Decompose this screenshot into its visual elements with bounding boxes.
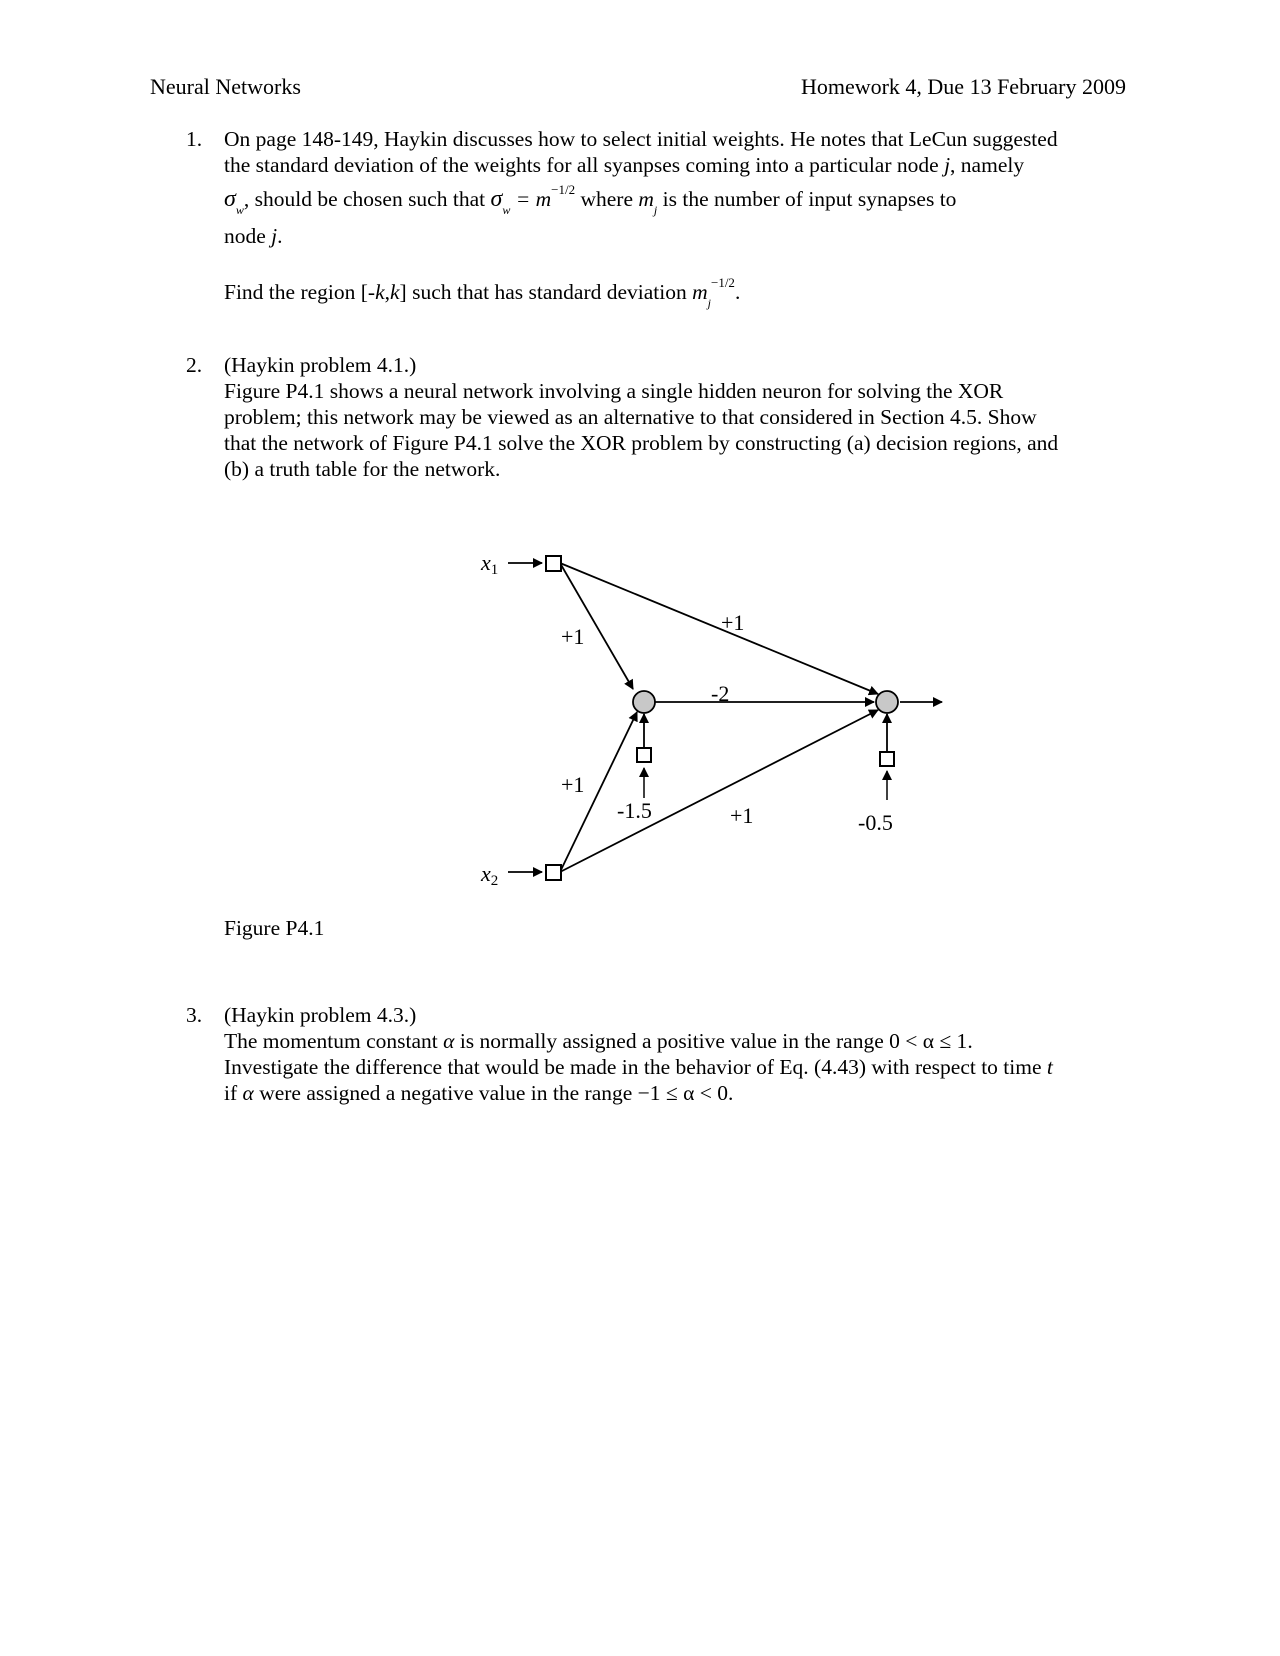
problem-number: 2.: [186, 353, 203, 377]
problem-2-line-3: that the network of Figure P4.1 solve the XOR problem by constructing (a) decision regions, and: [224, 431, 1059, 455]
x1-input-node: [546, 556, 561, 571]
hidden-neuron: [633, 691, 655, 713]
weight-x2-hidden: +1: [561, 772, 585, 797]
problem-3-title: (Haykin problem 4.3.): [224, 1003, 417, 1027]
weight-x2-output: +1: [730, 803, 754, 828]
problem-1-line-1: On page 148-149, Haykin discusses how to select initial weights. He notes that LeCun suggested: [224, 127, 1058, 151]
problem-2-title: (Haykin problem 4.1.): [224, 353, 417, 377]
problem-1-question: Find the region [-k,k] such that has standard deviation $m_j^{-1/2}$.: [224, 275, 741, 310]
problem-3-line-2: Investigate the difference that would be made in the behavior of Eq. (4.43) with respect to time t: [224, 1055, 1053, 1079]
weight-x1-output: +1: [721, 610, 745, 635]
x1-label: x1: [481, 550, 499, 578]
edge-x2-output: [560, 710, 878, 872]
bias-hidden-value: -1.5: [617, 798, 652, 823]
bias-output-node: [880, 752, 894, 766]
problem-1-line-4: node j.: [224, 224, 283, 248]
problem-number: 3.: [186, 1003, 203, 1027]
problem-3-body: [224, 1002, 1124, 1106]
problem-2-line-4: (b) a truth table for the network.: [224, 457, 501, 481]
problem-1-line-3: $\sigma_w$, should be chosen such that $\sigma_w = m^{-1/2}$ where $m_j$ is the number of input synapses to: [224, 182, 957, 217]
course-title: Neural Networks: [150, 74, 301, 99]
problem-1-line-2: the standard deviation of the weights for all syanpses coming into a particular node j, namely: [224, 153, 1025, 177]
problem-3-line-1: The momentum constant α is normally assigned a positive value in the range 0 < α ≤ 1.: [224, 1029, 973, 1053]
x2-input-node: [546, 865, 561, 880]
problem-2-line-2: problem; this network may be viewed as an alternative to that considered in Section 4.5. Show: [224, 405, 1037, 429]
weight-x1-hidden: +1: [561, 624, 585, 649]
output-neuron: [876, 691, 898, 713]
problem-3: [186, 1002, 1116, 1112]
bias-output-value: -0.5: [858, 810, 893, 835]
problem-number: 1.: [186, 127, 203, 151]
figure-caption: Figure P4.1: [224, 916, 325, 940]
x2-label: x2: [481, 861, 499, 889]
assignment-title: Homework 4, Due 13 February 2009: [800, 74, 1126, 99]
problem-2-line-1: Figure P4.1 shows a neural network involving a single hidden neuron for solving the XOR: [224, 379, 1004, 403]
problem-3-line-3: if α were assigned a negative value in the range −1 ≤ α < 0.: [224, 1081, 734, 1105]
bias-hidden-node: [637, 748, 651, 762]
weight-hidden-output: -2: [711, 681, 730, 706]
edge-x1-output: [560, 563, 878, 694]
